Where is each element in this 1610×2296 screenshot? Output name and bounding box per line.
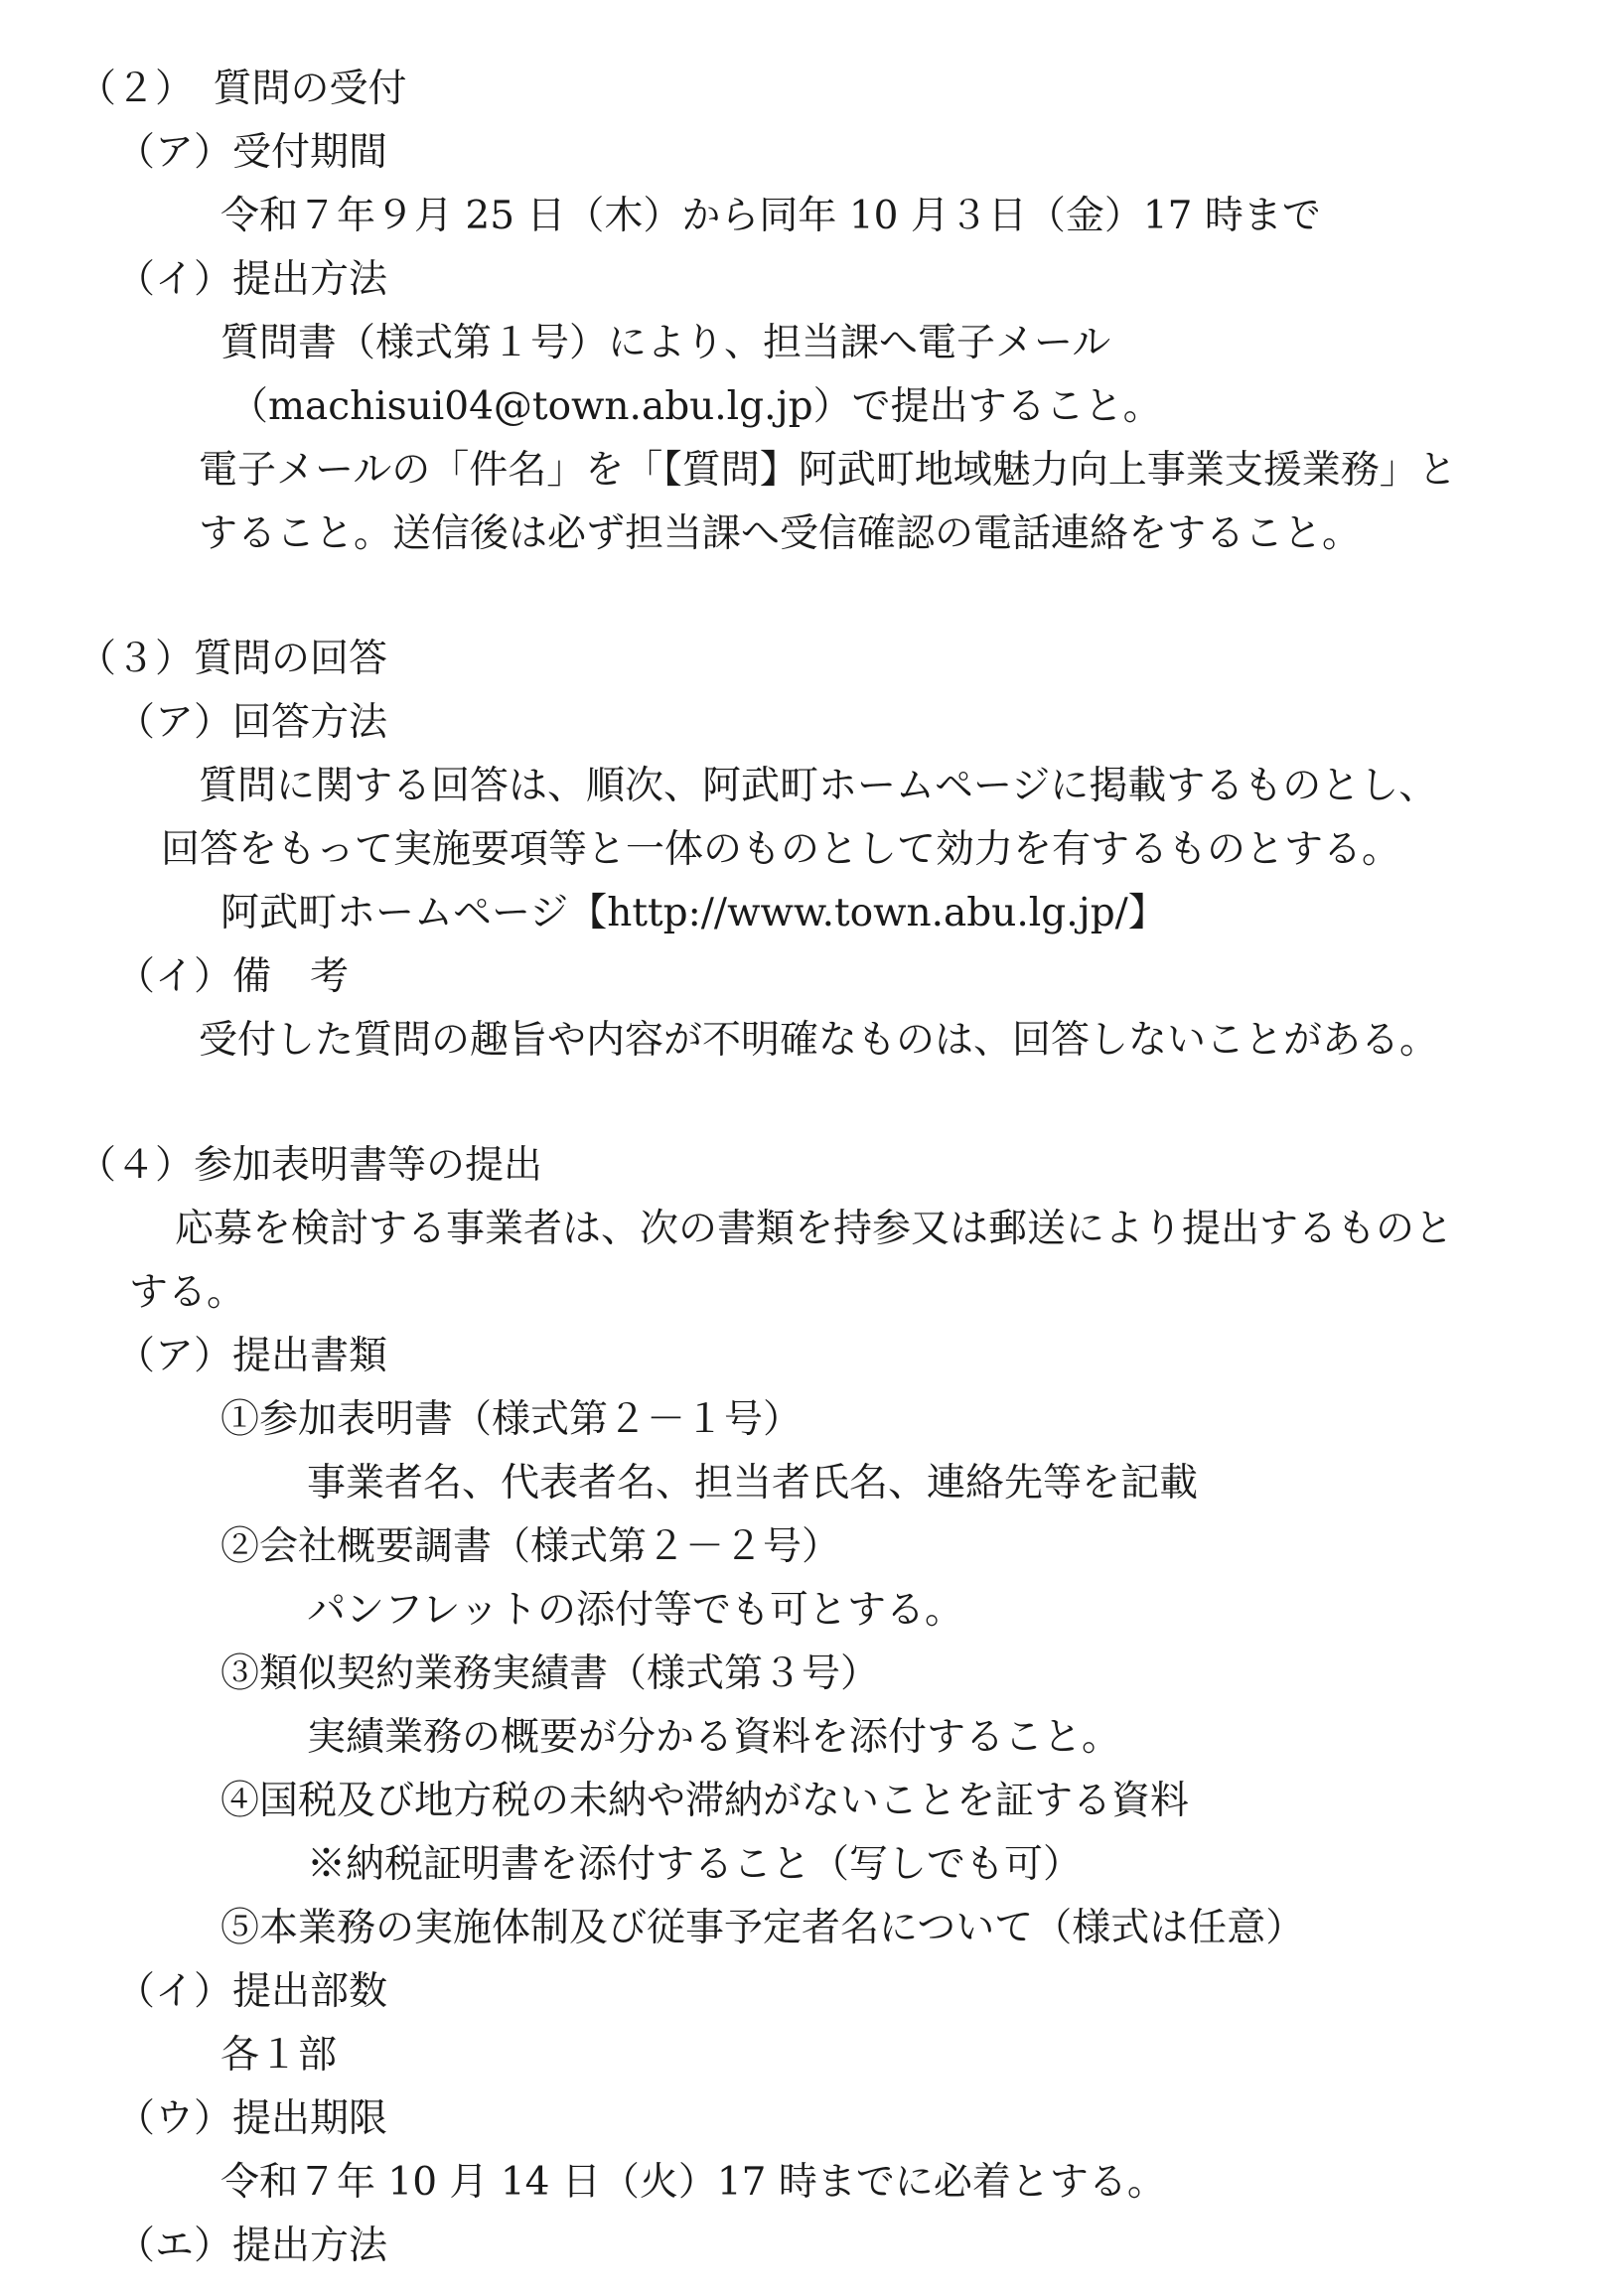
document-item-4: ④国税及び地方税の未納や滞納がないことを証する資料 <box>220 1779 1190 1823</box>
section-2-heading: （２） 質問の受付 <box>77 67 407 111</box>
document-item-2: ②会社概要調書（様式第２－２号） <box>220 1524 841 1569</box>
section-2-a-label: （ア）受付期間 <box>116 130 388 175</box>
section-2-a-text: 令和７年９月 25 日（木）から同年 10 月３日（金）17 時まで <box>220 194 1321 238</box>
document-item-1-note: 事業者名、代表者名、担当者氏名、連絡先等を記載 <box>307 1461 1199 1506</box>
section-3-b-text: 受付した質問の趣旨や内容が不明確なものは、回答しないことがある。 <box>199 1018 1439 1063</box>
document-item-2-note: パンフレットの添付等でも可とする。 <box>307 1588 964 1633</box>
document-item-5: ⑤本業務の実施体制及び従事予定者名について（様式は任意） <box>220 1906 1305 1950</box>
section-3-a-text-1: 質問に関する回答は、順次、阿武町ホームページに掲載するものとし、 <box>199 764 1438 808</box>
section-3-heading: （３）質問の回答 <box>77 637 388 681</box>
document-item-3: ③類似契約業務実績書（様式第３号） <box>220 1651 880 1696</box>
section-4-d-label: （エ）提出方法 <box>116 2224 388 2268</box>
document-item-1: ①参加表明書（様式第２－１号） <box>220 1397 803 1442</box>
section-4-b-text: 各１部 <box>220 2033 338 2078</box>
section-3-b-label: （イ）備 考 <box>116 954 350 999</box>
section-2-b-text-3: 電子メールの「件名」を「【質問】阿武町地域魅力向上事業支援業務」と <box>199 448 1457 493</box>
section-4-a-label: （ア）提出書類 <box>116 1334 388 1378</box>
section-2-b-email: （machisui04@town.abu.lg.jp）で提出すること。 <box>229 384 1162 429</box>
section-4-heading: （４）参加表明書等の提出 <box>77 1143 543 1188</box>
document-item-3-note: 実績業務の概要が分かる資料を添付すること。 <box>307 1715 1121 1760</box>
section-3-a-label: （ア）回答方法 <box>116 700 388 745</box>
section-3-a-text-2: 回答をもって実施要項等と一体のものとして効力を有するものとする。 <box>161 827 1401 872</box>
section-4-intro-2: する。 <box>129 1270 246 1315</box>
section-4-c-label: （ウ）提出期限 <box>116 2096 388 2141</box>
section-4-intro-1: 応募を検討する事業者は、次の書類を持参又は郵送により提出するものと <box>175 1207 1454 1251</box>
section-2-b-text-4: すること。送信後は必ず担当課へ受信確認の電話連絡をすること。 <box>199 511 1362 556</box>
section-2-b-text-1: 質問書（様式第１号）により、担当課へ電子メール <box>220 321 1111 365</box>
section-4-b-label: （イ）提出部数 <box>116 1969 388 2014</box>
section-4-c-text: 令和７年 10 月 14 日（火）17 時までに必着とする。 <box>220 2160 1166 2205</box>
section-2-b-label: （イ）提出方法 <box>116 257 388 302</box>
section-3-homepage-url: 阿武町ホームページ【http://www.town.abu.lg.jp/】 <box>220 891 1167 935</box>
document-item-4-note: ※納税証明書を添付すること（写しでも可） <box>307 1842 1083 1887</box>
